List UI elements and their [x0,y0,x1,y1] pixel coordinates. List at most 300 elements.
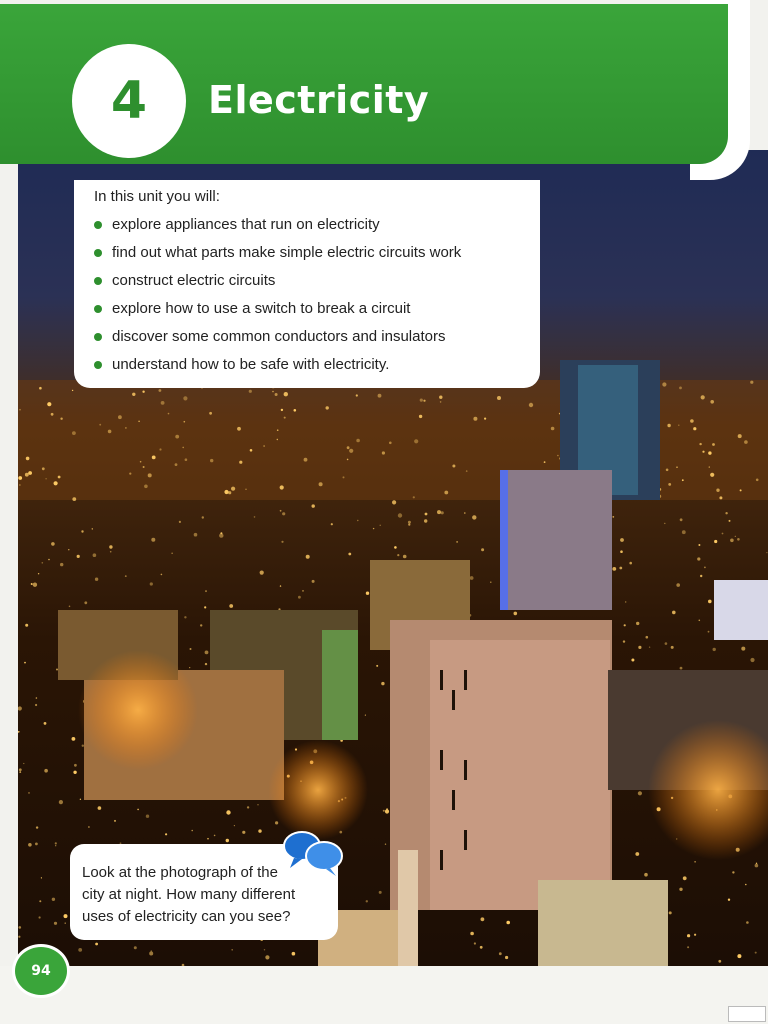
city-light [716,489,719,492]
city-light [110,551,112,553]
city-light [366,900,368,902]
city-light [529,403,533,407]
city-light [59,800,63,804]
city-light [214,835,216,837]
city-light [505,956,508,959]
city-light [92,528,93,529]
city-light [190,648,192,650]
city-light [148,473,152,477]
city-light [381,682,384,685]
city-light [619,567,622,570]
city-light [414,439,418,443]
city-light [138,421,140,423]
city-light [245,489,246,490]
city-light [108,430,112,434]
city-light [638,791,642,795]
city-light [712,443,715,446]
city-light [228,491,231,494]
city-light [473,417,477,421]
city-light [662,382,666,386]
city-light [756,863,757,864]
city-light [744,440,748,444]
city-light [56,669,58,671]
city-light [625,601,626,602]
city-light [250,449,253,452]
city-light [419,415,422,418]
city-light [690,419,694,423]
city-light [612,516,614,518]
city-light [741,647,745,651]
city-light [725,512,727,514]
city-light [722,533,724,535]
city-light [740,489,742,491]
city-light [183,396,187,400]
city-light [35,843,38,846]
city-light [385,809,389,813]
city-light [54,922,57,925]
city-light [745,884,747,886]
city-light [480,946,483,949]
city-light [95,578,98,581]
city-light [699,620,701,622]
city-light [755,952,757,954]
city-light [347,446,350,449]
city-light [756,479,759,482]
city-light [39,387,42,390]
city-light [348,553,351,556]
city-light [710,473,714,477]
city-light [98,806,102,810]
page-number-badge [12,944,70,998]
city-light [452,465,455,468]
city-light [28,843,32,847]
city-light [143,466,145,468]
city-light [680,518,683,521]
city-light [194,533,198,537]
city-light [693,427,696,430]
city-light [18,731,20,733]
city-light [718,960,721,963]
city-light [231,949,233,951]
city-light [257,804,258,805]
city-light [699,443,701,445]
city-light [667,424,670,427]
city-light [229,604,233,608]
city-light [713,648,716,651]
city-light [231,487,235,491]
city-light [18,476,22,480]
city-light [168,413,170,415]
city-light [710,400,714,404]
city-light [294,409,297,412]
city-light [239,461,242,464]
city-light [95,943,98,946]
city-light [298,596,301,599]
city-light [28,471,32,475]
city-light [635,852,639,856]
city-light [65,923,66,924]
city-light [687,946,689,948]
city-light [497,396,501,400]
city-light [682,530,686,534]
city-light [263,445,265,447]
city-light [470,932,474,936]
city-light [45,478,46,479]
city-light [36,697,38,699]
city-light [48,559,50,561]
city-light [191,830,193,832]
page-footer-strip [0,966,768,1024]
city-light [676,583,680,587]
city-light [700,575,702,577]
city-light [82,745,84,747]
city-light [481,548,484,551]
city-light [132,393,135,396]
question-line-2: city at night. How many different [82,886,296,903]
city-light [55,845,56,846]
city-light [694,934,696,936]
city-light [55,842,57,844]
city-light [373,528,374,529]
city-light [737,538,740,541]
city-light [125,575,127,577]
city-light [207,838,209,840]
city-light [78,948,82,952]
city-light [631,659,634,662]
city-light [179,521,181,523]
city-light [204,606,206,608]
city-light [44,722,47,725]
city-light [646,636,649,639]
city-light [719,496,722,499]
city-light [470,576,474,580]
city-light [755,864,759,868]
page-number: 94 [31,963,51,979]
city-light [676,466,678,468]
city-light [58,476,61,479]
unit-objectives-box [74,180,540,388]
city-light [149,952,153,956]
city-light [51,413,54,416]
city-light [275,821,278,824]
city-light [638,646,641,649]
city-light [84,601,87,604]
city-light [444,491,448,495]
city-light [678,425,679,426]
question-line-1: Look at the photograph of the [82,864,278,881]
city-light [331,523,333,525]
city-light [175,435,179,439]
city-light [60,418,62,420]
city-light [382,451,385,454]
city-light [484,418,486,420]
city-light [304,458,308,462]
city-light [472,515,476,519]
city-light [36,826,38,828]
objective-item: discover some common conductors and insulators [94,323,526,351]
city-light [357,520,358,521]
city-light [282,512,285,515]
city-light [280,510,282,512]
city-light [557,455,559,457]
city-light [708,631,710,633]
objective-item: understand how to be safe with electricity. [94,351,526,379]
city-light [224,490,228,494]
city-light [42,562,44,564]
city-light [33,583,37,587]
city-light [319,482,323,486]
city-light [665,642,668,645]
city-light [708,451,711,454]
city-light [704,567,706,569]
city-light [237,427,241,431]
objective-item: construct electric circuits [94,267,526,295]
city-light [425,513,428,516]
city-light [408,524,410,526]
city-light [52,898,55,901]
scanner-watermark [728,1006,766,1022]
city-light [420,399,423,402]
objectives-list [94,211,526,379]
city-light [210,459,213,462]
city-light [19,926,22,929]
city-light [258,829,261,832]
city-light [356,394,358,396]
city-light [383,810,385,812]
city-light [159,389,162,392]
city-light [624,624,626,626]
city-light [326,406,329,409]
city-light [551,427,555,431]
city-light [182,447,184,449]
city-light [750,381,753,384]
city-light [506,921,510,925]
city-light [38,573,39,574]
city-light [23,763,24,764]
city-light [254,516,256,518]
city-light [24,662,26,664]
city-light [669,911,672,914]
city-light [664,523,665,524]
city-light [440,401,442,403]
city-light [265,955,269,959]
city-light [25,473,29,477]
city-light [698,544,700,546]
city-light [398,513,402,517]
city-light [738,434,742,438]
city-light [735,536,736,537]
city-light [184,616,186,618]
city-light [68,549,69,550]
city-light [397,554,399,556]
city-light [292,952,296,956]
city-light [99,424,101,426]
city-light [679,888,682,891]
city-light [39,916,41,918]
city-light [439,396,442,399]
city-light [159,448,161,450]
city-light [205,590,207,592]
city-light [385,844,386,845]
city-light [701,395,705,399]
city-light [306,555,310,559]
city-light [623,640,625,642]
city-light [620,550,623,553]
objective-item: explore how to use a switch to break a circuit [94,295,526,323]
city-light [28,792,30,794]
city-light [81,530,83,532]
city-light [376,665,378,667]
city-light [54,481,58,485]
city-light [42,467,45,470]
city-light [766,552,767,553]
city-light [312,504,315,507]
city-light [272,391,274,393]
city-light [312,580,315,583]
city-light [365,715,366,716]
city-light [729,520,731,522]
city-light [69,606,71,608]
city-light [93,553,97,557]
city-light [708,600,712,604]
city-light [343,476,345,478]
city-light [140,461,142,463]
city-light [277,429,279,431]
city-light [644,873,648,877]
question-line-3: uses of electricity can you see? [82,908,291,925]
city-light [275,393,278,396]
city-light [392,500,396,504]
city-light [490,582,491,583]
city-light [424,519,427,522]
city-light [394,546,397,549]
city-light [150,582,153,585]
city-light [226,810,230,814]
city-light [205,663,207,665]
city-light [679,387,682,390]
city-light [25,624,28,627]
city-light [80,799,81,800]
city-light [672,611,676,615]
city-light [714,540,717,543]
city-light [280,485,284,489]
city-light [209,412,212,415]
city-light [72,497,76,501]
city-light [709,466,710,467]
city-light [125,427,127,429]
city-light [74,764,77,767]
city-light [73,771,76,774]
city-light [260,571,264,575]
city-light [146,815,149,818]
city-light [72,431,76,435]
city-light [247,806,249,808]
city-light [19,768,22,771]
city-light [31,583,33,585]
city-light [19,771,21,773]
objective-item: explore appliances that run on electricity [94,211,526,239]
city-light [456,541,458,543]
city-light [514,612,518,616]
city-light [464,512,466,514]
city-light [281,409,283,411]
city-light [620,538,624,542]
city-light [680,667,683,670]
city-light [51,542,55,546]
city-light [413,496,415,498]
city-light [47,402,51,406]
city-light [499,952,502,955]
city-light [697,557,700,560]
city-light [134,946,137,949]
city-light [281,541,283,543]
city-light [389,442,392,445]
city-light [60,563,63,566]
city-light [142,391,144,393]
city-light [280,585,281,586]
city-light [172,553,173,554]
objectives-intro: In this unit you will: [94,188,220,205]
city-light [347,459,349,461]
city-light [175,463,178,466]
city-light [683,876,687,880]
city-light [151,538,155,542]
city-light [264,949,265,950]
city-light [544,461,546,463]
city-light [378,394,382,398]
unit-number-circle [72,44,186,158]
city-light [226,839,229,842]
city-light [77,555,80,558]
city-light [137,809,139,811]
city-light [284,417,286,419]
city-light [437,510,441,514]
city-light [189,667,190,668]
city-light [750,658,754,662]
city-light [466,470,468,472]
city-light [441,511,444,514]
city-light [161,401,165,405]
city-light [403,555,407,559]
city-light [366,592,369,595]
city-light [41,877,42,878]
city-light [242,831,245,834]
city-light [481,917,485,921]
city-light [109,545,112,548]
unit-number: 4 [110,71,148,131]
city-light [118,415,122,419]
city-light [302,590,303,591]
city-light [671,646,674,649]
city-light [64,914,68,918]
city-light [35,704,37,706]
city-light [687,934,690,937]
city-light [694,861,696,863]
city-light [629,562,632,565]
city-light [668,483,671,486]
city-light [356,439,360,443]
city-light [72,737,76,741]
city-light [144,485,148,489]
city-light [666,469,669,472]
city-light [165,833,167,835]
city-light [129,473,131,475]
city-light [728,899,730,901]
city-light [746,921,749,924]
city-light [423,400,425,402]
city-light [19,409,21,411]
city-light [649,647,650,648]
